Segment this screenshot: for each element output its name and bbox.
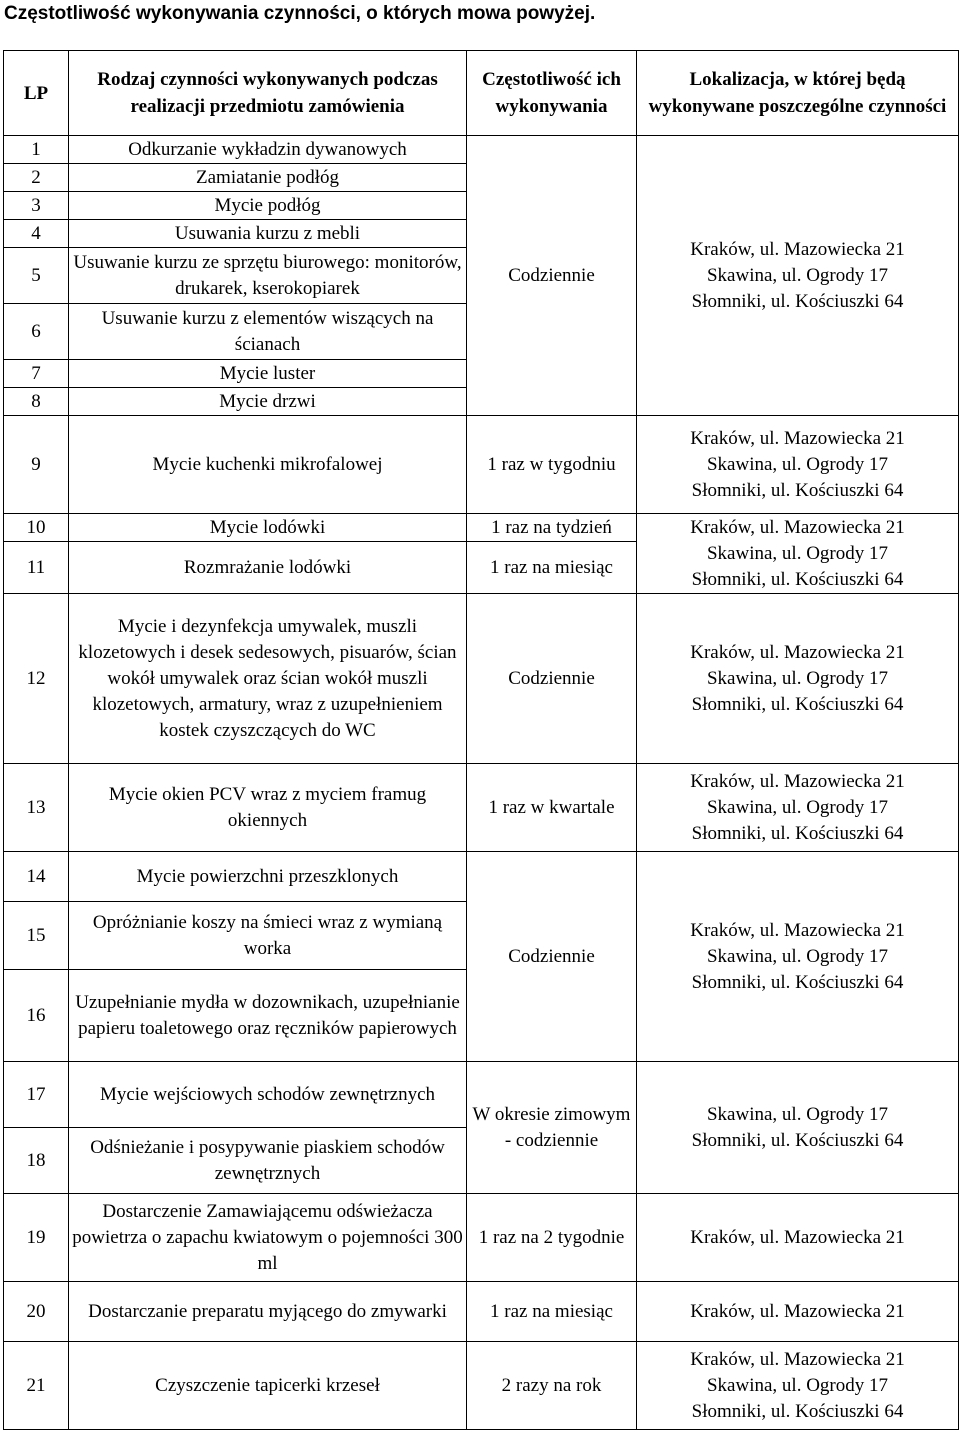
row-lp: 20 xyxy=(4,1282,69,1342)
row-frequency: 1 raz na 2 tygodnie xyxy=(467,1194,637,1282)
row-lp: 8 xyxy=(4,388,69,416)
row-task: Mycie luster xyxy=(69,360,467,388)
location-krakow: Kraków, ul. Mazowiecka 21 xyxy=(690,1348,905,1370)
row-location xyxy=(637,1282,959,1342)
row-task: Usuwanie kurzu z elementów wiszących na ścianach xyxy=(69,304,467,360)
row-task: Odkurzanie wykładzin dywanowych xyxy=(69,136,467,164)
row-task: Dostarczanie preparatu myjącego do zmywarki xyxy=(69,1282,467,1342)
row-frequency: Codziennie xyxy=(467,852,637,1062)
location-krakow: Kraków, ul. Mazowiecka 21 xyxy=(690,770,905,792)
location-krakow: Kraków, ul. Mazowiecka 21 xyxy=(690,1226,905,1248)
row-task: Mycie i dezynfekcja umywalek, muszli klozetowych i desek sedesowych, pisuarów, ścian wokół umywalek oraz ścian wokół muszli klozetowych, armatury, wraz z uzupełnieniem kostek czyszczących do WC xyxy=(69,594,467,764)
header-location: Lokalizacja, w której będą wykonywane poszczególne czynności xyxy=(637,51,959,136)
row-task: Mycie drzwi xyxy=(69,388,467,416)
location-skawina: Skawina, ul. Ogrody 17 xyxy=(706,796,888,818)
row-lp: 13 xyxy=(4,764,69,852)
row-location xyxy=(637,1342,959,1430)
location-skawina: Skawina, ul. Ogrody 17 xyxy=(706,542,888,564)
row-task: Usuwania kurzu z mebli xyxy=(69,220,467,248)
row-location xyxy=(637,416,959,514)
row-task: Czyszczenie tapicerki krzeseł xyxy=(69,1342,467,1430)
page-heading: Częstotliwość wykonywania czynności, o których mowa powyżej. xyxy=(4,3,596,24)
row-task: Uzupełnianie mydła w dozownikach, uzupełnianie papieru toaletowego oraz ręczników papierowych xyxy=(69,970,467,1062)
row-frequency: W okresie zimowym - codziennie xyxy=(467,1062,637,1194)
row-lp: 3 xyxy=(4,192,69,220)
row-lp: 18 xyxy=(4,1128,69,1194)
row-task: Mycie podłóg xyxy=(69,192,467,220)
location-krakow: Kraków, ul. Mazowiecka 21 xyxy=(690,238,905,260)
row-location xyxy=(637,1062,959,1194)
location-slomniki: Słomniki, ul. Kościuszki 64 xyxy=(691,479,904,501)
location-krakow: Kraków, ul. Mazowiecka 21 xyxy=(690,516,905,538)
location-krakow: Kraków, ul. Mazowiecka 21 xyxy=(690,919,905,941)
row-location xyxy=(637,1194,959,1282)
header-frequency: Częstotliwość ich wykonywania xyxy=(467,51,637,136)
row-lp: 17 xyxy=(4,1062,69,1128)
table-row xyxy=(4,1062,959,1128)
row-lp: 9 xyxy=(4,416,69,514)
row-frequency: 2 razy na rok xyxy=(467,1342,637,1430)
row-task: Mycie lodówki xyxy=(69,514,467,542)
row-lp: 12 xyxy=(4,594,69,764)
row-lp: 2 xyxy=(4,164,69,192)
table-row xyxy=(4,852,959,902)
row-location xyxy=(637,514,959,594)
row-lp: 21 xyxy=(4,1342,69,1430)
row-task: Mycie powierzchni przeszklonych xyxy=(69,852,467,902)
row-lp: 7 xyxy=(4,360,69,388)
table-row xyxy=(4,1194,959,1282)
table-row xyxy=(4,1282,959,1342)
row-lp: 10 xyxy=(4,514,69,542)
location-slomniki: Słomniki, ul. Kościuszki 64 xyxy=(691,693,904,715)
row-task: Mycie wejściowych schodów zewnętrznych xyxy=(69,1062,467,1128)
location-skawina: Skawina, ul. Ogrody 17 xyxy=(706,667,888,689)
row-lp: 5 xyxy=(4,248,69,304)
row-lp: 11 xyxy=(4,542,69,594)
row-task: Dostarczenie Zamawiającemu odświeżacza powietrza o zapachu kwiatowym o pojemności 300 ml xyxy=(69,1194,467,1282)
location-skawina: Skawina, ul. Ogrody 17 xyxy=(706,1103,888,1125)
row-frequency: Codziennie xyxy=(467,136,637,416)
table-row xyxy=(4,136,959,164)
row-frequency: 1 raz na tydzień xyxy=(467,514,637,542)
location-skawina: Skawina, ul. Ogrody 17 xyxy=(706,945,888,967)
row-location xyxy=(637,594,959,764)
row-frequency: 1 raz w kwartale xyxy=(467,764,637,852)
row-frequency: 1 raz w tygodniu xyxy=(467,416,637,514)
location-slomniki: Słomniki, ul. Kościuszki 64 xyxy=(691,290,904,312)
frequency-table xyxy=(3,50,959,1430)
row-task: Usuwanie kurzu ze sprzętu biurowego: monitorów, drukarek, kserokopiarek xyxy=(69,248,467,304)
row-lp: 15 xyxy=(4,902,69,970)
row-lp: 1 xyxy=(4,136,69,164)
row-lp: 6 xyxy=(4,304,69,360)
row-location xyxy=(637,852,959,1062)
table-row xyxy=(4,416,959,514)
row-task: Opróżnianie koszy na śmieci wraz z wymianą worka xyxy=(69,902,467,970)
table-row xyxy=(4,764,959,852)
location-skawina: Skawina, ul. Ogrody 17 xyxy=(706,453,888,475)
header-task: Rodzaj czynności wykonywanych podczas realizacji przedmiotu zamówienia xyxy=(69,51,467,136)
header-lp: LP xyxy=(4,51,69,136)
table-row xyxy=(4,594,959,764)
location-slomniki: Słomniki, ul. Kościuszki 64 xyxy=(691,568,904,590)
row-lp: 19 xyxy=(4,1194,69,1282)
table-header-row xyxy=(4,51,959,136)
row-location xyxy=(637,136,959,416)
row-frequency: Codziennie xyxy=(467,594,637,764)
row-task: Mycie kuchenki mikrofalowej xyxy=(69,416,467,514)
location-skawina: Skawina, ul. Ogrody 17 xyxy=(706,264,888,286)
row-frequency: 1 raz na miesiąc xyxy=(467,1282,637,1342)
row-lp: 16 xyxy=(4,970,69,1062)
row-task: Rozmrażanie lodówki xyxy=(69,542,467,594)
row-task: Mycie okien PCV wraz z myciem framug okiennych xyxy=(69,764,467,852)
location-krakow: Kraków, ul. Mazowiecka 21 xyxy=(690,1300,905,1322)
row-lp: 14 xyxy=(4,852,69,902)
location-slomniki: Słomniki, ul. Kościuszki 64 xyxy=(691,1400,904,1422)
location-slomniki: Słomniki, ul. Kościuszki 64 xyxy=(691,1129,904,1151)
location-skawina: Skawina, ul. Ogrody 17 xyxy=(706,1374,888,1396)
row-frequency: 1 raz na miesiąc xyxy=(467,542,637,594)
row-location xyxy=(637,764,959,852)
table-row xyxy=(4,1342,959,1430)
location-slomniki: Słomniki, ul. Kościuszki 64 xyxy=(691,971,904,993)
table-row xyxy=(4,514,959,542)
location-krakow: Kraków, ul. Mazowiecka 21 xyxy=(690,641,905,663)
row-task: Zamiatanie podłóg xyxy=(69,164,467,192)
row-task: Odśnieżanie i posypywanie piaskiem schodów zewnętrznych xyxy=(69,1128,467,1194)
location-krakow: Kraków, ul. Mazowiecka 21 xyxy=(690,427,905,449)
row-lp: 4 xyxy=(4,220,69,248)
location-slomniki: Słomniki, ul. Kościuszki 64 xyxy=(691,822,904,844)
